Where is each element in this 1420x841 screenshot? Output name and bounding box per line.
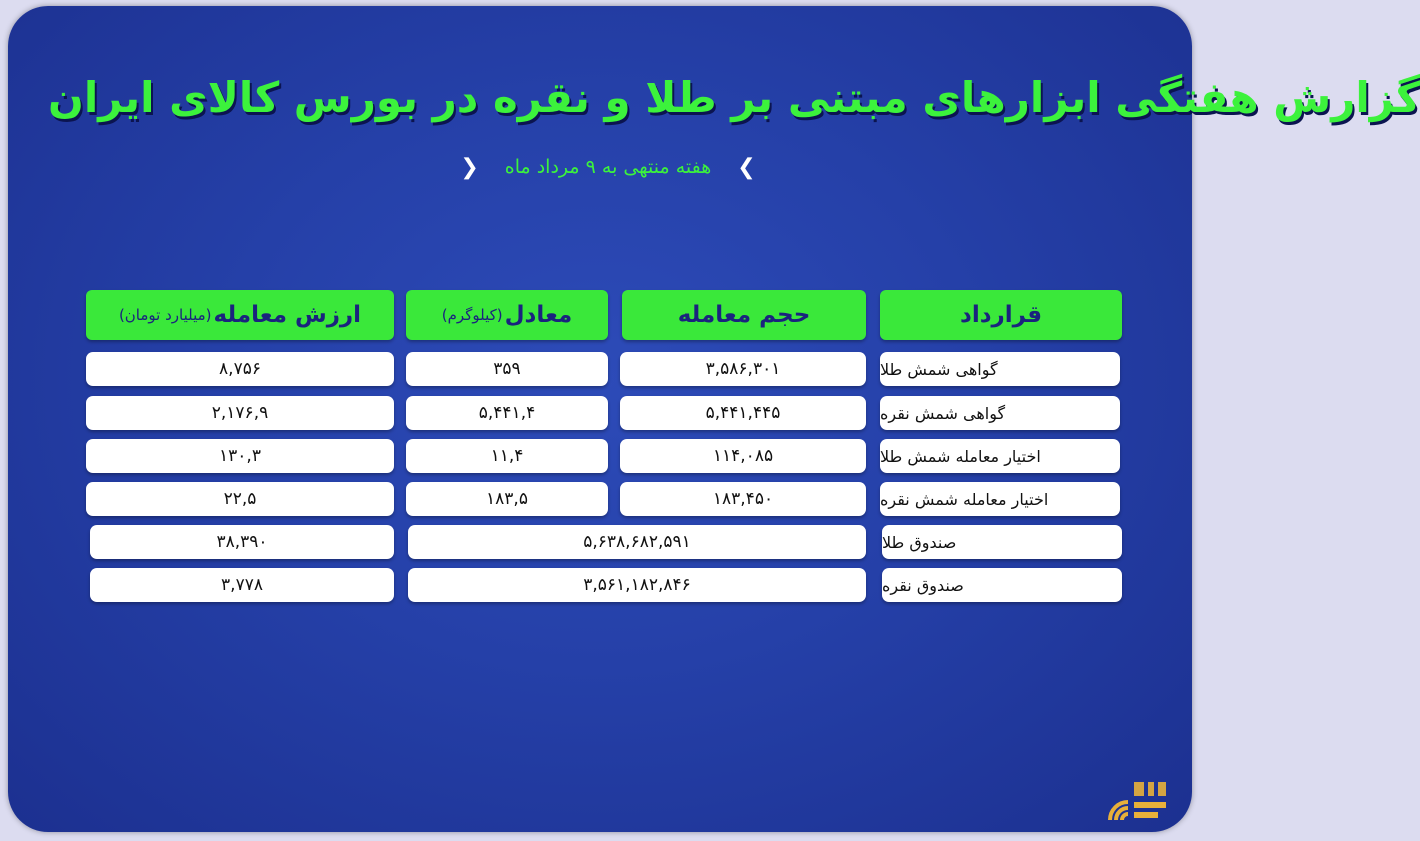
row-2-value: ۲,۱۷۶,۹ [86, 396, 394, 430]
header-value-label: ارزش معامله [213, 302, 362, 328]
row-1-volume: ۳,۵۸۶,۳۰۱ [620, 352, 866, 386]
row-6-value: ۳,۷۷۸ [90, 568, 394, 602]
row-1-value: ۸,۷۵۶ [86, 352, 394, 386]
row-3-volume: ۱۱۴,۰۸۵ [620, 439, 866, 473]
report-subtitle: هفته منتهی به ۹ مرداد ماه [504, 156, 712, 178]
row-2-volume: ۵,۴۴۱,۴۴۵ [620, 396, 866, 430]
header-equivalent-unit: (کیلوگرم) [441, 306, 503, 324]
row-2-contract: گواهی شمش نقره [880, 396, 1120, 430]
header-equivalent [406, 290, 608, 340]
header-contract [880, 290, 1122, 340]
row-4-volume: ۱۸۳,۴۵۰ [620, 482, 866, 516]
row-5-volume: ۵,۶۳۸,۶۸۲,۵۹۱ [408, 525, 866, 559]
header-volume-label: حجم معامله [677, 302, 811, 328]
subtitle-row [408, 151, 808, 183]
row-4-value: ۲۲,۵ [86, 482, 394, 516]
row-2-equivalent: ۵,۴۴۱,۴ [406, 396, 608, 430]
header-value-unit: (میلیارد تومان) [118, 306, 212, 324]
header-contract-label: قرارداد [960, 302, 1042, 328]
row-5-contract: صندوق طلا [882, 525, 1122, 559]
row-1-contract: گواهی شمش طلا [880, 352, 1120, 386]
row-6-contract: صندوق نقره [882, 568, 1122, 602]
row-3-value: ۱۳۰,۳ [86, 439, 394, 473]
header-value [86, 290, 394, 340]
header-equivalent-label: معادل [504, 302, 573, 328]
kalakhabar-logo-icon [1106, 776, 1170, 822]
row-3-contract: اختیار معامله شمش طلا [880, 439, 1120, 473]
row-4-equivalent: ۱۸۳,۵ [406, 482, 608, 516]
row-3-equivalent: ۱۱,۴ [406, 439, 608, 473]
chevron-left-icon: ❮ [460, 154, 479, 180]
row-1-equivalent: ۳۵۹ [406, 352, 608, 386]
row-6-volume: ۳,۵۶۱,۱۸۲,۸۴۶ [408, 568, 866, 602]
row-4-contract: اختیار معامله شمش نقره [880, 482, 1120, 516]
row-5-value: ۳۸,۳۹۰ [90, 525, 394, 559]
chevron-right-icon: ❯ [737, 154, 756, 180]
report-card [8, 6, 1420, 832]
header-volume [622, 290, 866, 340]
report-title: گزارش هفتگی ابزارهای مبتنی بر طلا و نقره در بورس کالای ایران [48, 73, 1420, 122]
